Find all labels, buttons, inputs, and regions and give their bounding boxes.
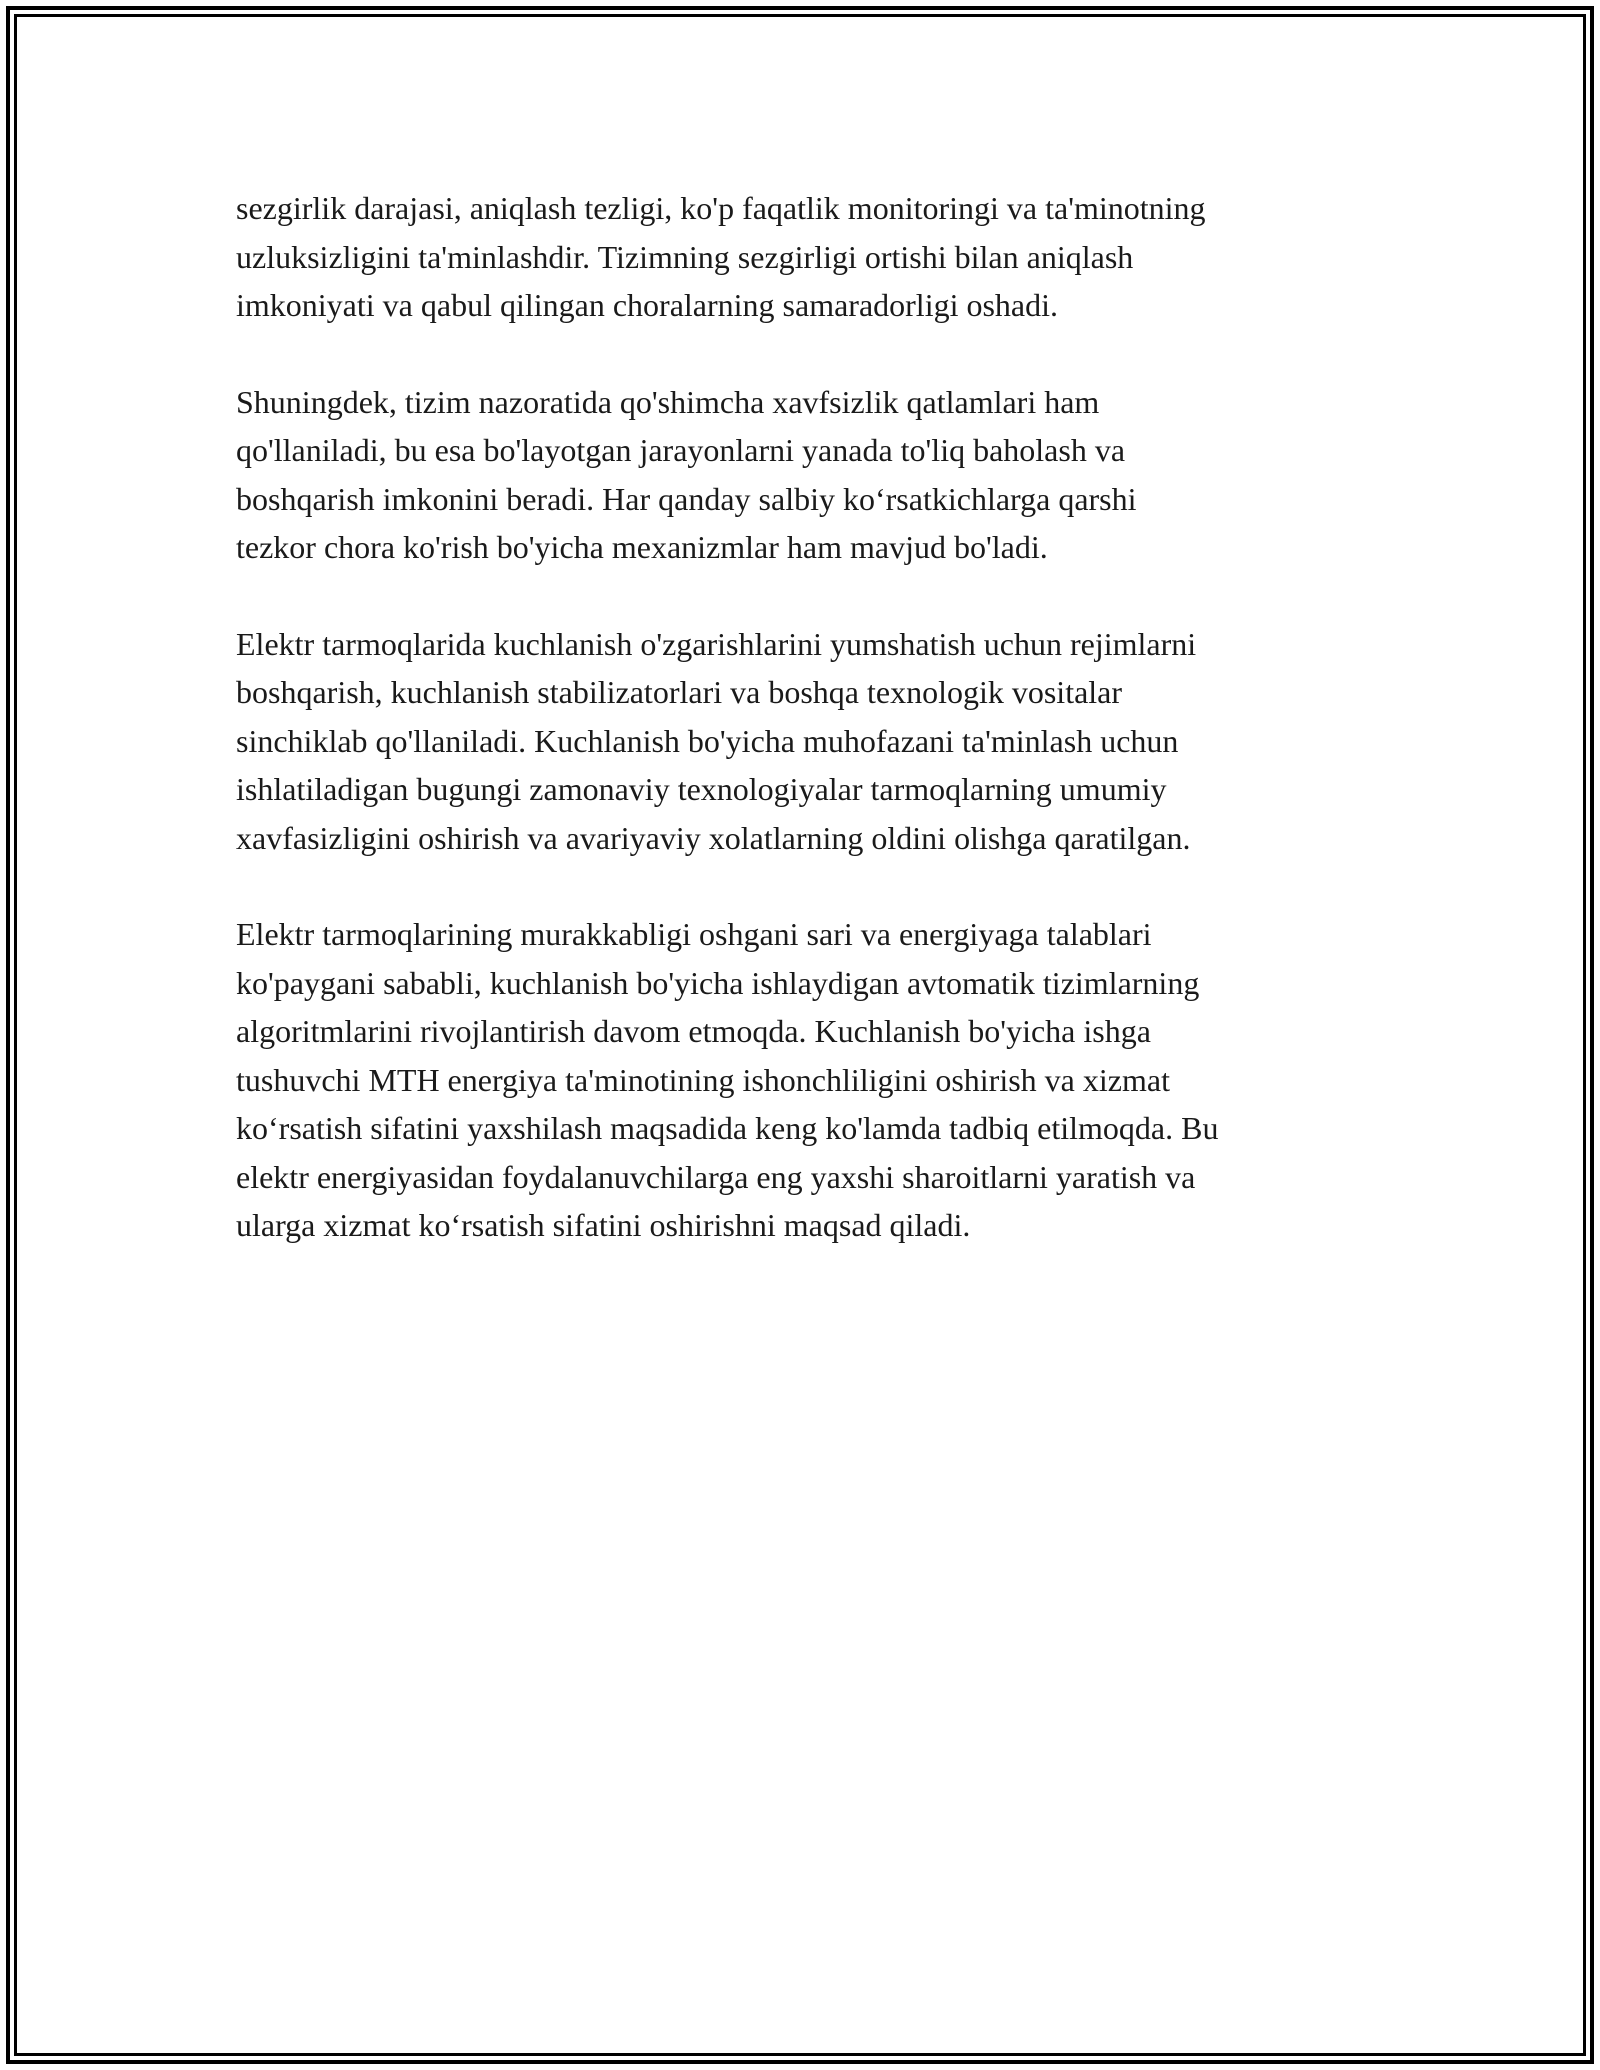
- document-body: [236, 184, 1376, 1298]
- paragraph-4: Elektr tarmoqlarining murakkabligi oshgani sari va energiyaga talablari ko'paygani sababli, kuchlanish bo'yicha ishlaydigan avtomatik tizimlarning algoritmlarini rivojlantirish davom etmoqda. Kuchlanish bo'yicha ishga tushuvchi MTH energiya ta'minotining ishonchliligini oshirish va xizmat ko‘rsatish sifatini yaxshilash maqsadida keng ko'lamda tadbiq etilmoqda. Bu elektr energiyasidan foydalanuvchilarga eng yaxshi sharoitlarni yaratish va ularga xizmat ko‘rsatish sifatini oshirishni maqsad qiladi.: [236, 916, 1219, 1243]
- paragraph-1: sezgirlik darajasi, aniqlash tezligi, ko'p faqatlik monitoringi va ta'minotning uzluksizligini ta'minlashdir. Tizimning sezgirligi ortishi bilan aniqlash imkoniyati va qabul qilingan choralarning samaradorligi oshadi.: [236, 190, 1206, 323]
- paragraph-3: Elektr tarmoqlarida kuchlanish o'zgarishlarini yumshatish uchun rejimlarni boshqarish, kuchlanish stabilizatorlari va boshqa texnologik vositalar sinchiklab qo'llaniladi. Kuchlanish bo'yicha muhofazani ta'minlash uchun ishlatiladigan bugungi zamonaviy texnologiyalar tarmoqlarning umumiy xavfasizligini oshirish va avariyaviy xolatlarning oldini olishga qaratilgan.: [236, 625, 1197, 856]
- paragraph-2: Shuningdek, tizim nazoratida qo'shimcha xavfsizlik qatlamlari ham qo'llaniladi, bu esa bo'layotgan jarayonlarni yanada to'liq baholash va boshqarish imkonini beradi. Har qanday salbiy ko‘rsatkichlarga qarshi tezkor chora ko'rish bo'yicha mexanizmlar ham mavjud bo'ladi.: [236, 383, 1137, 565]
